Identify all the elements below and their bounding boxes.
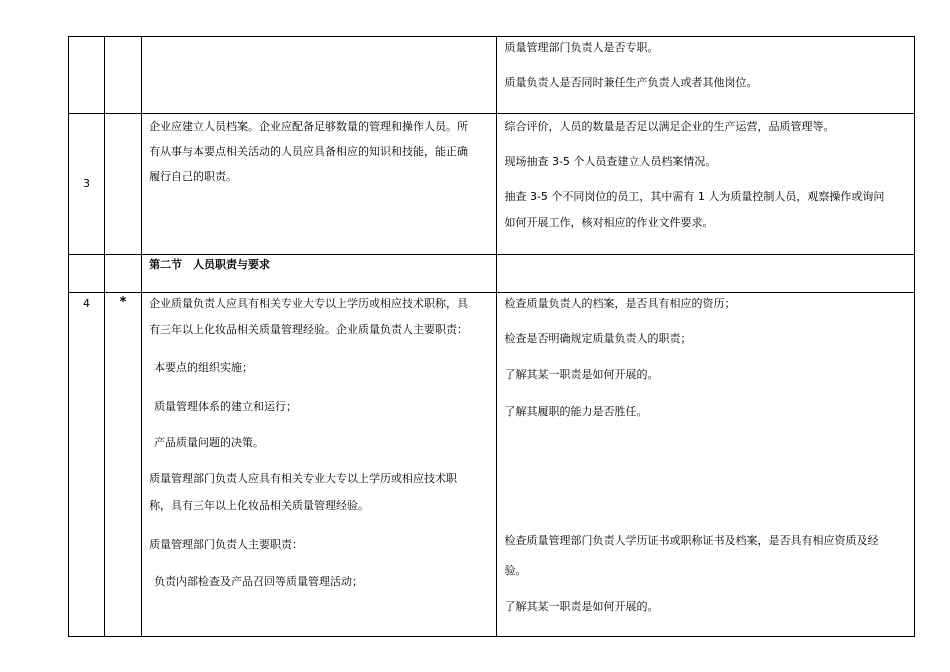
requirement-cell xyxy=(142,293,497,637)
key-mark-cell xyxy=(105,37,142,114)
section-header-row xyxy=(69,255,915,293)
check-line: 质量管理部门负责人是否专职。 xyxy=(504,41,659,54)
requirement-cell xyxy=(142,37,497,114)
requirement-line: 企业应建立人员档案。企业应配备足够数量的管理和操作人员。所 xyxy=(149,120,469,133)
check-line: 检查质量负责人的档案，是否具有相应的资历； xyxy=(504,297,736,310)
requirement-line: 履行自己的职责。 xyxy=(149,170,238,183)
check-line: 了解其某一职责是如何开展的。 xyxy=(504,368,659,381)
requirement-line: 有三年以上化妆品相关质量管理经验。企业质量负责人主要职责： xyxy=(149,323,469,336)
check-line: 综合评价，人员的数量是否足以满足企业的生产运营，品质管理等。 xyxy=(504,120,835,133)
requirement-line: 负责内部检查及产品召回等质量管理活动； xyxy=(154,575,364,588)
requirement-line: 有从事与本要点相关活动的人员应具备相应的知识和技能，能正确 xyxy=(149,145,469,158)
check-line: 检查是否明确规定质量负责人的职责； xyxy=(504,332,692,345)
check-line: 现场抽查 3-5 个人员查建立人员档案情况。 xyxy=(504,155,717,168)
item-number-cell: 3 xyxy=(69,114,105,255)
check-method-cell xyxy=(497,37,915,114)
section-title-cell xyxy=(142,255,497,293)
item-number-cell xyxy=(69,37,105,114)
table-row xyxy=(69,293,915,637)
requirement-cell xyxy=(142,114,497,255)
table-row xyxy=(69,114,915,255)
section-title: 第二节 人员职责与要求 xyxy=(149,258,271,271)
check-method-cell xyxy=(497,293,915,637)
key-mark-cell xyxy=(105,255,142,293)
key-mark-cell xyxy=(105,114,142,255)
check-line: 抽查 3-5 个不同岗位的员工，其中需有 1 人为质量控制人员，观察操作或询问 xyxy=(504,190,885,203)
table-row xyxy=(69,37,915,114)
check-line: 质量负责人是否同时兼任生产负责人或者其他岗位。 xyxy=(504,76,758,89)
item-number-cell xyxy=(69,255,105,293)
requirement-line: 称，具有三年以上化妆品相关质量管理经验。 xyxy=(149,499,370,512)
check-line: 检查质量管理部门负责人学历证书或职称证书及档案，是否具有相应资质及经 xyxy=(504,534,879,547)
requirement-line: 本要点的组织实施； xyxy=(154,361,254,374)
requirements-table xyxy=(68,36,915,637)
check-method-cell xyxy=(497,114,915,255)
item-number-cell: 4 xyxy=(69,293,105,637)
check-method-cell xyxy=(497,255,915,293)
key-mark-cell xyxy=(105,293,142,637)
requirement-line: 质量管理部门负责人主要职责： xyxy=(149,538,304,551)
key-item-mark: * xyxy=(119,295,127,310)
requirement-line: 企业质量负责人应具有相关专业大专以上学历或相应技术职称，具 xyxy=(149,297,469,310)
requirement-line: 质量管理部门负责人应具有相关专业大专以上学历或相应技术职 xyxy=(149,472,458,485)
check-line: 了解其某一职责是如何开展的。 xyxy=(504,600,659,613)
check-line: 验。 xyxy=(504,564,527,577)
check-line: 了解其履职的能力是否胜任。 xyxy=(504,405,648,418)
requirement-line: 产品质量问题的决策。 xyxy=(154,436,265,449)
check-line: 如何开展工作，核对相应的作业文件要求。 xyxy=(504,216,714,229)
requirement-line: 质量管理体系的建立和运行； xyxy=(154,400,298,413)
